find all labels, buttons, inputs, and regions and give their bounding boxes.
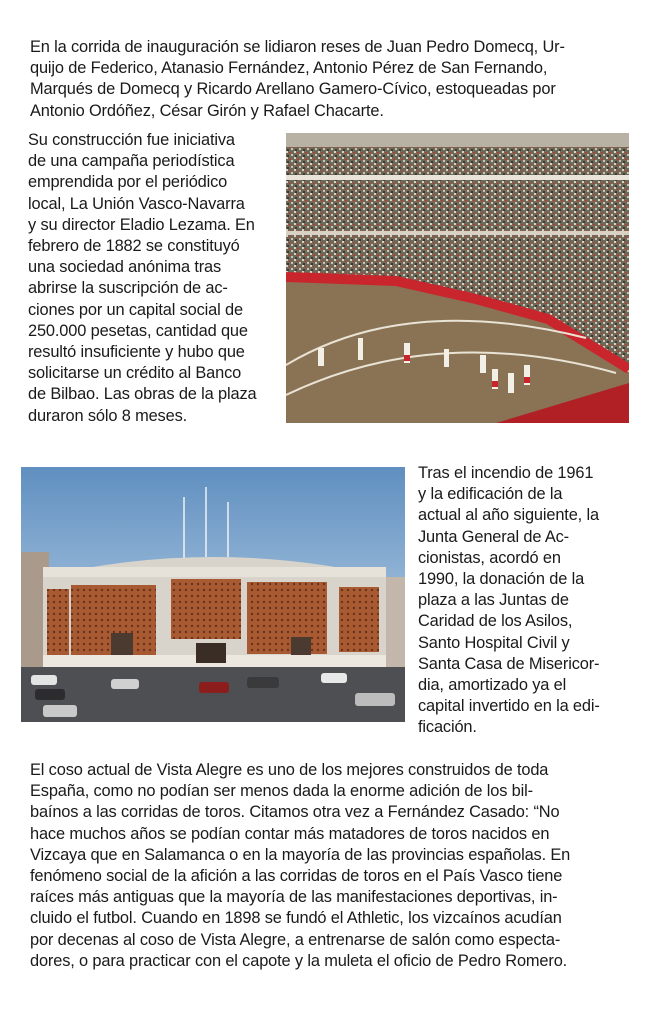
- vista-alegre-building-photo: [21, 467, 405, 722]
- donation-paragraph: Tras el incendio de 1961 y la edificación de la actual al año siguiente, la Junta General de Ac- cionistas, acordó en 1990, la donación de la plaza a las Juntas de Caridad de los Asilos, Santo Hospital Civil y Santa Casa de Misericor- dia, amortizado ya el capital invertido en la edi- ficación.: [418, 464, 600, 737]
- bullring-arena-photo: [286, 133, 629, 423]
- intro-paragraph: En la corrida de inauguración se lidiaron reses de Juan Pedro Domecq, Ur- quijo de Federico, Atanasio Fernández, Antonio Pérez de San Fernando, Marqués de Domecq y Ricardo Arellano Gamero-Cívico, estoqueadas por Antonio Ordóñez, César Girón y Rafael Chacarte.: [30, 38, 565, 120]
- construction-paragraph: Su construcción fue iniciativa de una campaña periodística emprendida por el periódico local, La Unión Vasco-Navarra y su director Eladio Lezama. En febrero de 1882 se constituyó una sociedad anónima tras abrirse la suscripción de ac- ciones por un capital social de 250.000 pesetas, cantidad que resultó insuficiente y hubo que solicitarse un crédito al Banco de Bilbao. Las obras de la plaza duraron sólo 8 meses.: [28, 131, 257, 425]
- current-bullring-paragraph: El coso actual de Vista Alegre es uno de los mejores construidos de toda España, como no podían ser menos dada la enorme adición de los bil- baínos a las corridas de toros. Citamos otra vez a Fernández Casado: “No hace muchos años se podían contar más matadores de toros nacidos en Vizcaya que en Salamanca o en la mayoría de las provincias españolas. En fenómeno social de la afición a las corridas de toros en el País Vasco tiene raíces más antiguas que la mayoría de las manifestaciones deportivas, in- cluido el futbol. Cuando en 1898 se fundó el Athletic, los vizcaínos acudían por decenas al coso de Vista Alegre, a entrenarse de salón como especta- dores, o para practicar con el capote y la muleta el oficio de Pedro Romero.: [30, 761, 571, 970]
